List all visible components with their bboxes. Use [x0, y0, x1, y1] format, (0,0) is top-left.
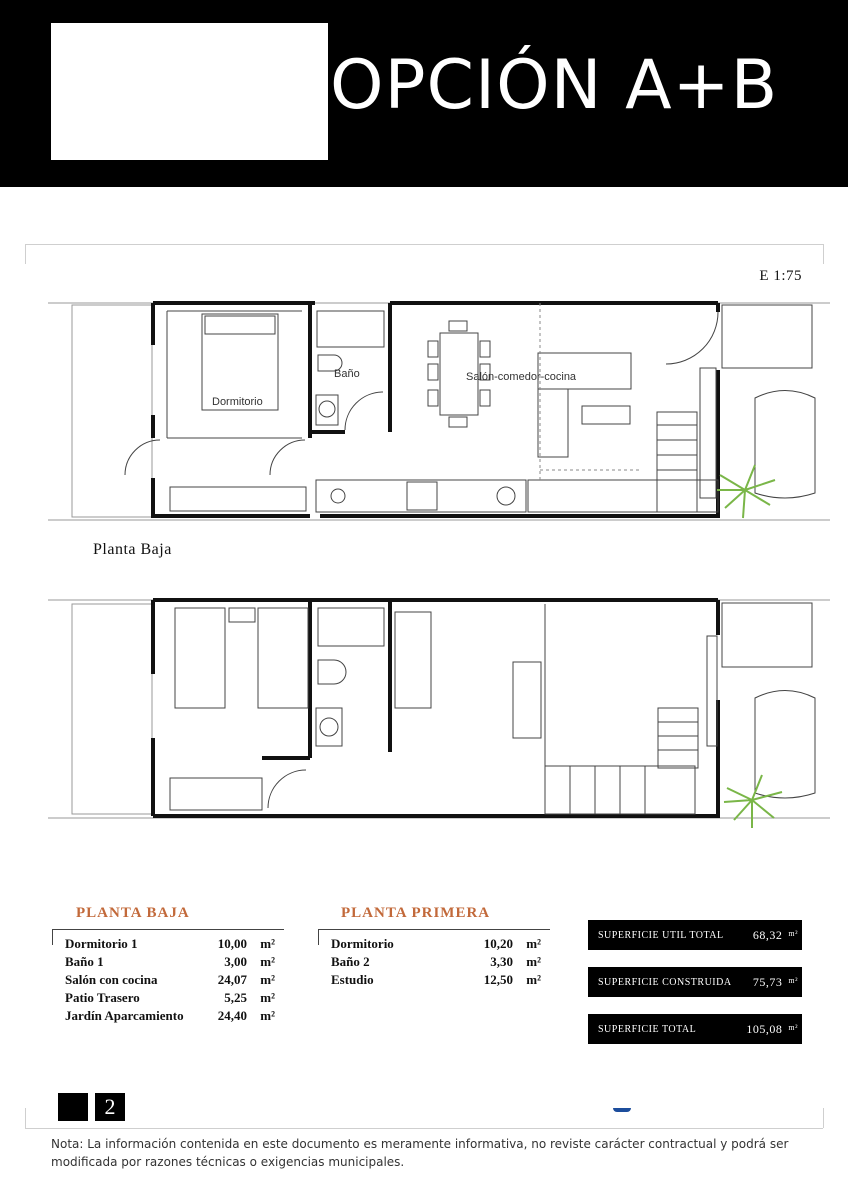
area-unit: m²	[526, 936, 541, 951]
table-row	[65, 953, 275, 971]
room-label-bano: Baño	[334, 368, 360, 380]
table-row	[65, 971, 275, 989]
frame-bottom-line	[25, 1128, 823, 1129]
planta-primera-vertical-rule	[318, 929, 319, 945]
table-row	[331, 953, 541, 971]
area-unit: m²	[526, 972, 541, 987]
planta-primera-table	[331, 935, 541, 989]
planta-baja-vertical-rule	[52, 929, 53, 945]
frame-left-tick	[25, 244, 26, 264]
area-value: 3,00	[224, 954, 247, 969]
area-name: Estudio	[331, 972, 374, 987]
area-name: Salón con cocina	[65, 972, 158, 987]
ground-floor-plan	[0, 290, 848, 530]
area-value: 10,00	[217, 936, 247, 951]
superficie-unit: m²	[788, 975, 798, 985]
disclaimer-note: Nota: La información contenida en este documento es meramente informativa, no reviste carácter contractual y podrá ser modificada por razones técnicas o exigencias municipales.	[51, 1137, 789, 1169]
header-bar	[0, 0, 848, 187]
planta-baja-table	[65, 935, 275, 1025]
area-value: 3,30	[490, 954, 513, 969]
scale-label: E 1:75	[759, 268, 802, 284]
table-row	[331, 935, 541, 953]
area-value: 5,25	[224, 990, 247, 1005]
room-label-salon: Salón-comedor-cocina	[466, 371, 577, 383]
area-unit: m²	[260, 954, 275, 969]
first-floor-plan	[0, 590, 848, 830]
area-name: Jardín Aparcamiento	[65, 1008, 184, 1023]
area-name: Dormitorio 1	[65, 936, 138, 951]
table-row	[65, 989, 275, 1007]
area-unit: m²	[526, 954, 541, 969]
area-value: 24,07	[217, 972, 247, 987]
logo-placeholder	[51, 23, 328, 160]
area-value: 12,50	[483, 972, 513, 987]
superficie-total-box	[588, 1014, 802, 1044]
blue-mark	[613, 1108, 631, 1112]
superficie-util-box	[588, 920, 802, 950]
superficie-value: 75,73	[752, 974, 783, 989]
superficie-construida-box	[588, 967, 802, 997]
frame-right-tick	[823, 244, 824, 264]
area-name: Baño 2	[331, 954, 370, 969]
planta-baja-title: PLANTA BAJA	[76, 905, 190, 921]
superficie-value: 68,32	[752, 927, 783, 942]
area-value: 10,20	[483, 936, 513, 951]
planta-primera-rule	[318, 929, 550, 930]
superficie-label: SUPERFICIE UTIL TOTAL	[598, 929, 724, 941]
table-row	[331, 971, 541, 989]
frame-bottom-left-tick	[25, 1108, 26, 1128]
frame-top-line	[25, 244, 823, 245]
ground-floor-label: Planta Baja	[93, 541, 172, 558]
table-row	[65, 935, 275, 953]
page-title: OPCIÓN A+B	[330, 46, 779, 125]
table-row	[65, 1007, 275, 1025]
area-unit: m²	[260, 990, 275, 1005]
area-unit: m²	[260, 972, 275, 987]
frame-bottom-right-tick	[823, 1108, 824, 1128]
superficie-unit: m²	[788, 928, 798, 938]
superficie-value: 105,08	[746, 1021, 783, 1036]
superficie-label: SUPERFICIE TOTAL	[598, 1023, 697, 1035]
area-name: Dormitorio	[331, 936, 394, 951]
page-number: 2	[95, 1093, 125, 1121]
superficie-unit: m²	[788, 1022, 798, 1032]
area-unit: m²	[260, 1008, 275, 1023]
room-label-dormitorio: Dormitorio	[212, 396, 263, 408]
planta-baja-rule	[52, 929, 284, 930]
area-name: Baño 1	[65, 954, 104, 969]
planta-primera-title: PLANTA PRIMERA	[341, 905, 491, 921]
superficie-label: SUPERFICIE CONSTRUIDA	[598, 976, 732, 988]
page-marker	[58, 1093, 88, 1121]
area-value: 24,40	[217, 1008, 247, 1023]
area-unit: m²	[260, 936, 275, 951]
area-name: Patio Trasero	[65, 990, 140, 1005]
